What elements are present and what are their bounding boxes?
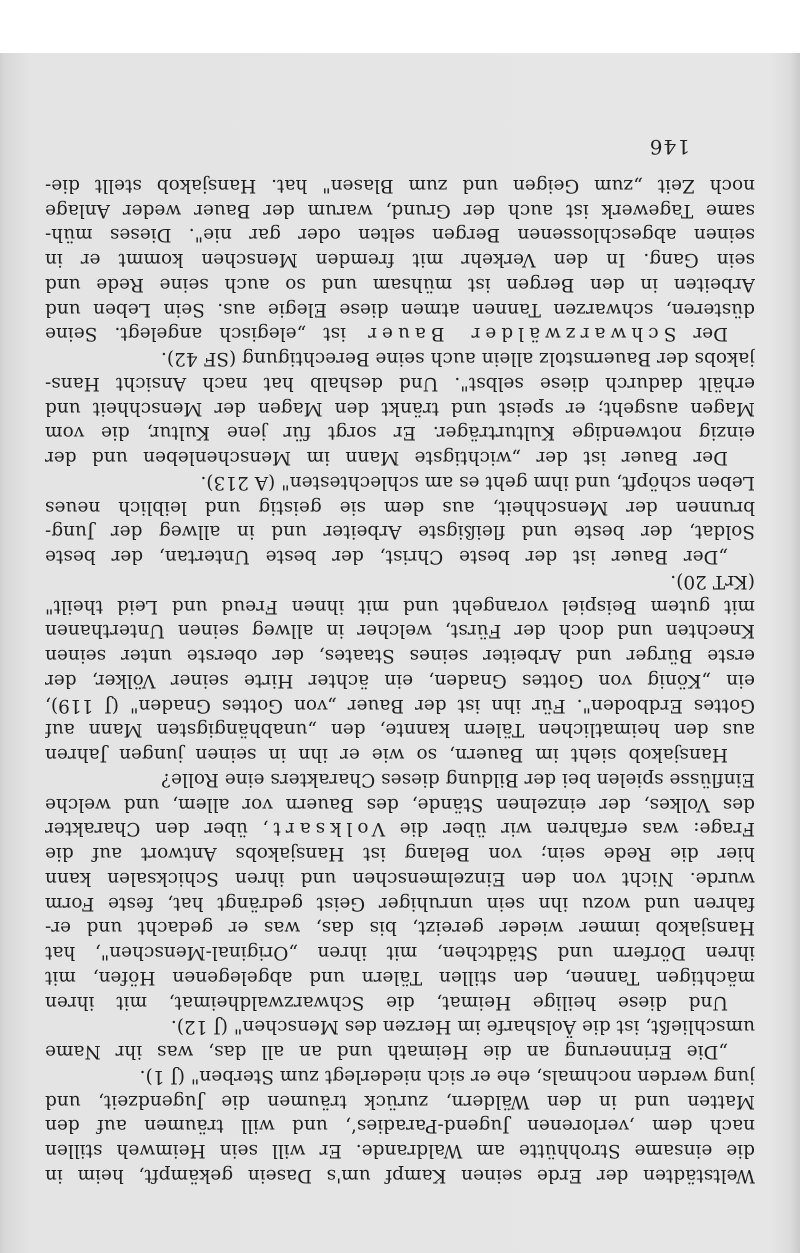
text-line: same Tagewerk ist auch der Grund, warum der Bauer weder Anlage <box>45 199 755 221</box>
text-line: Gottes Erdboden". Für ihn ist der Bauer „von Gottes Gnaden" (J 119), <box>45 694 755 716</box>
text-line: Hansjakob immer wieder gereizt, bis das, was er gedacht und er- <box>45 917 755 939</box>
text-line: umschließt, ist die Äolsharfe im Herzen des Menschen" (J 12). <box>170 1016 755 1038</box>
text-line: „Der Bauer ist der beste Christ, der beste Untertan, der beste <box>45 546 728 568</box>
text-line: „Die Erinnerung an die Heimath und an all das, was ihr Name <box>45 1041 728 1063</box>
text-line: Leben schöpft, und ihm geht es am schlechtesten" (A 213). <box>200 472 755 493</box>
text-line: Der Bauer ist der „wichtigste Mann im Menschenleben und der <box>45 447 728 469</box>
text-line: Hansjakob sieht im Bauern, so wie er ihn in seinen jungen Jahren <box>45 744 728 766</box>
emphasized-word: Schwarzwälder Bauer <box>363 323 677 345</box>
text-line: noch Zeit „zum Geigen und zum Blasen" hat. Hansjakob stellt die- <box>45 175 755 196</box>
text-line: Magen ausgeht; er speist und tränkt den Magen der Menschheit und <box>45 397 755 419</box>
text-line: Knechten und doch der Fürst, welcher in allweg seinen Unterthanen <box>45 620 755 642</box>
text-line: (KrT 20). <box>670 571 755 592</box>
text-line: einzig notwendige Kulturträger. Er sorgt für jene Kultur, die vom <box>45 422 755 444</box>
text-line: nach dem ‚verlorenen Jugend-Paradies‘, und will träumen auf den <box>45 1115 755 1137</box>
emphasized-word: Volksart <box>268 818 386 840</box>
text-line: seinen abgeschlossenen Bergen selten oder gar nie". Dieses müh- <box>45 224 755 246</box>
text-line: erhält dadurch diese selbst". Und deshalb hat nach Ansicht Hans- <box>45 373 755 394</box>
text-line: düsteren, schwarzen Tannen atmen diese Elegie aus. Sein Leben und <box>45 298 755 320</box>
text-line: brunnen der Menschheit, aus dem sie geistig und leiblich neues <box>45 496 755 518</box>
text-line: Arbeiten in den Bergen ist mühsam und so auch seine Rede und <box>45 274 755 295</box>
text-line: ihren Dörfern und Städtchen, mit ihren „Original-Menschen", hat <box>45 942 755 964</box>
digital-library-footer <box>0 0 800 53</box>
text-line: mit gutem Beispiel vorangeht und mit ihnen Freud und Leid theilt" <box>45 595 755 617</box>
text-line: jakobs der Bauernstolz allein auch seine Berechtigung (SF 42). <box>160 348 755 370</box>
text-line: Weltstädten der Erde seinen Kampf um's Dasein gekämpft, heim in <box>45 1165 755 1186</box>
text-line: fahren und wozu ihn sein unruhiger Geist gedrängt hat, feste Form <box>45 892 755 914</box>
text-line: Frage: was erfahren wir über die Volksart, über den Charakter <box>45 818 755 840</box>
text-line: wurde. Nicht von den Einzelmenschen und ihren Schicksalen kann <box>45 868 755 889</box>
text-line: des Volkes, der einzelnen Stände, des Bauern vor allem, und welche <box>45 793 755 815</box>
book-page-scan <box>0 53 800 1253</box>
text-line: Matten und in den Wäldern, zurück träumen die Jugendzeit, und <box>45 1090 755 1112</box>
text-line: hier die Rede sein; von Belang ist Hansjakobs Antwort auf die <box>45 843 755 865</box>
page-number: 146 <box>648 135 690 159</box>
text-line: ein „König von Gottes Gnaden, ein ächter Hirte seiner Völker, der <box>45 670 755 691</box>
text-line: Der Schwarzwälder Bauer ist „elegisch angelegt. Seine <box>45 323 728 345</box>
text-line: Und diese heilige Heimat, die Schwarzwaldheimat, mit ihren <box>45 991 728 1013</box>
text-line: die einsame Strohhütte am Waldrande. Er will sein Heimweh stillen <box>45 1140 755 1162</box>
text-line: mächtigen Tannen, den stillen Tälern und abgelegenen Höfen, mit <box>45 967 755 988</box>
text-line: Soldat, der beste und fleißigste Arbeiter und in allweg der Jung- <box>45 521 755 543</box>
text-line: sein Gang. In den Verkehr mit fremden Menschen kommt er in <box>45 249 755 271</box>
text-line: aus den heimatlichen Tälern kannte, den „unabhängigsten Mann auf <box>45 719 755 741</box>
text-line: Einflüsse spielen bei der Bildung dieses Charakters eine Rolle? <box>161 769 755 790</box>
text-line: jung werden nochmals, ehe er sich niederlegt zum Sterben" (J 1). <box>139 1066 755 1087</box>
text-line: erste Bürger und Arbeiter seines Staates, der oberste unter seinen <box>45 645 755 667</box>
